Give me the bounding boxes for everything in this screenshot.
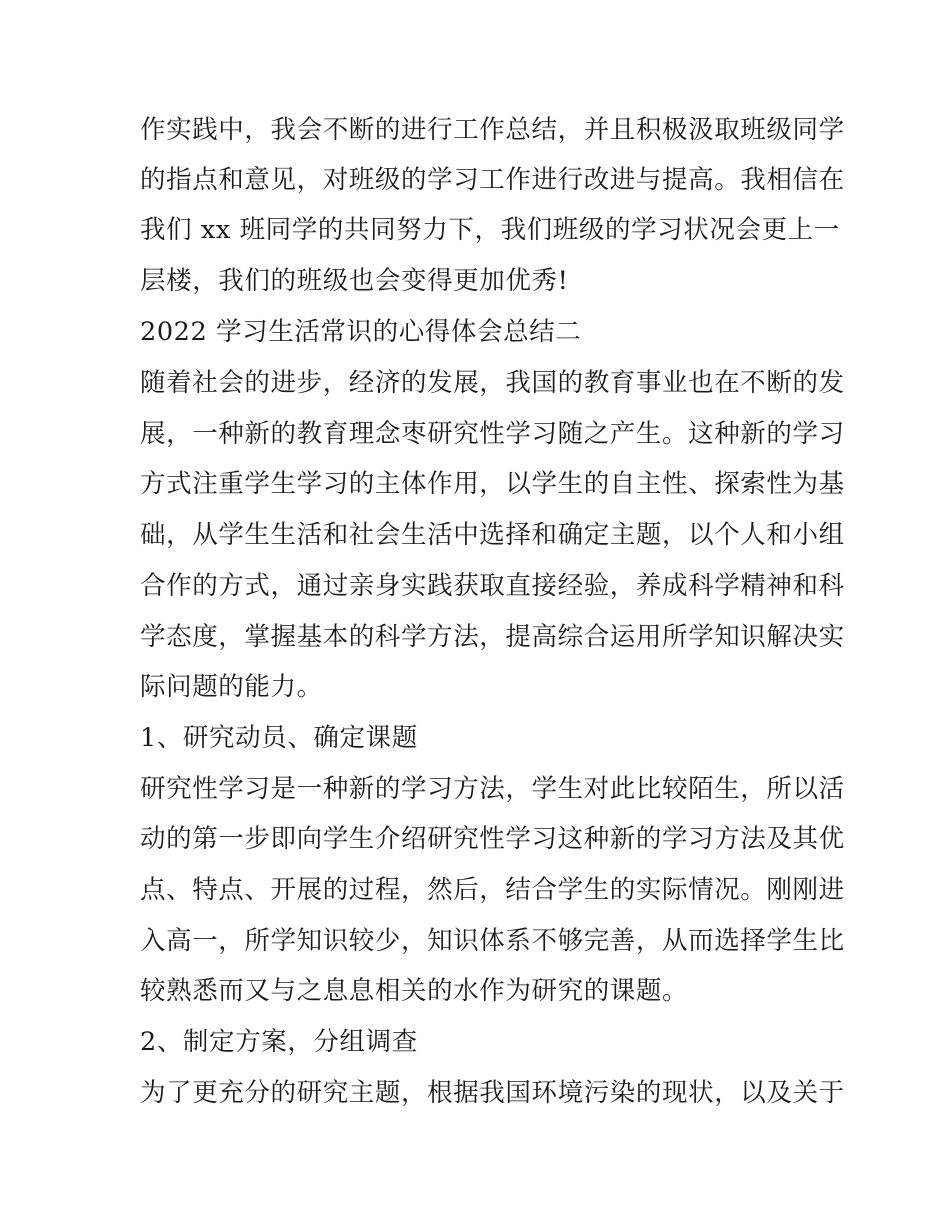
paragraph-line: 动的第一步即向学生介绍研究性学习这种新的学习方法及其优: [140, 824, 845, 854]
subsection-heading: 1、研究动员、确定课题: [140, 723, 418, 753]
section-heading: 2022 学习生活常识的心得体会总结二: [140, 317, 582, 347]
paragraph-line: 学态度，掌握基本的科学方法，提高综合运用所学知识解决实: [140, 622, 845, 652]
paragraph-line: 作实践中，我会不断的进行工作总结，并且积极汲取班级同学: [140, 115, 845, 145]
paragraph-line: 的指点和意见，对班级的学习工作进行改进与提高。我相信在: [140, 165, 845, 195]
paragraph-line: 础，从学生生活和社会生活中选择和确定主题，以个人和小组: [140, 520, 845, 550]
paragraph-line: 我们 xx 班同学的共同努力下，我们班级的学习状况会更上一: [140, 215, 840, 245]
paragraph-line: 展，一种新的教育理念枣研究性学习随之产生。这种新的学习: [140, 419, 845, 449]
paragraph-line: 际问题的能力。: [140, 672, 323, 702]
paragraph-line: 为了更充分的研究主题，根据我国环境污染的现状，以及关于: [140, 1078, 845, 1108]
paragraph-line: 入高一，所学知识较少，知识体系不够完善，从而选择学生比: [140, 926, 845, 956]
subsection-heading: 2、制定方案，分组调查: [140, 1027, 418, 1057]
paragraph-line: 研究性学习是一种新的学习方法，学生对此比较陌生，所以活: [140, 774, 845, 804]
paragraph-line: 合作的方式，通过亲身实践获取直接经验，养成科学精神和科: [140, 571, 845, 601]
paragraph-line: 层楼，我们的班级也会变得更加优秀!: [140, 266, 569, 296]
paragraph-line: 随着社会的进步，经济的发展，我国的教育事业也在不断的发: [140, 368, 845, 398]
paragraph-line: 方式注重学生学习的主体作用，以学生的自主性、探索性为基: [140, 469, 845, 499]
paragraph-line: 点、特点、开展的过程，然后，结合学生的实际情况。刚刚进: [140, 875, 845, 905]
paragraph-line: 较熟悉而又与之息息相关的水作为研究的课题。: [140, 976, 689, 1006]
